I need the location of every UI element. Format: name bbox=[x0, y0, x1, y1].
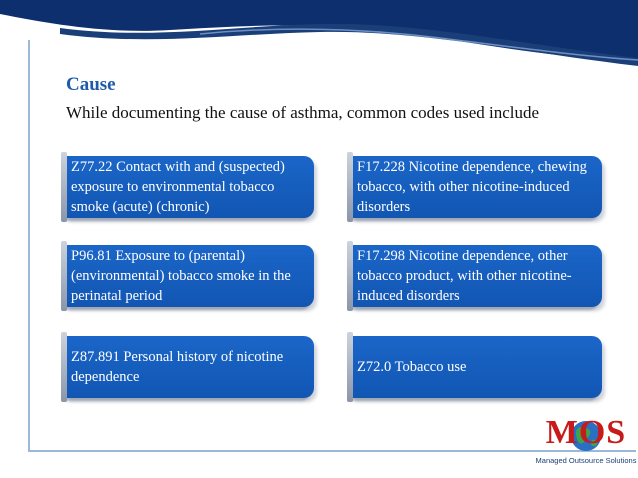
code-card-text: Z87.891 Personal history of nicotine dependence bbox=[71, 349, 284, 385]
slide-subtitle: While documenting the cause of asthma, common codes used include bbox=[66, 103, 540, 122]
company-logo bbox=[534, 414, 638, 478]
code-card-text: Z72.0 Tobacco use bbox=[357, 359, 467, 375]
code-card-text: Z77.22 Contact with and (suspected) exposure to environmental tobacco smoke (acute) (chronic) bbox=[71, 159, 285, 215]
code-card-z72-0 bbox=[352, 336, 602, 398]
code-card-text: F17.228 Nicotine dependence, chewing tobacco, with other nicotine-induced disorders bbox=[357, 159, 587, 215]
logo-letters: MOS bbox=[545, 414, 627, 451]
code-card-text: P96.81 Exposure to (parental) (environmental) tobacco smoke in the perinatal period bbox=[71, 248, 291, 304]
code-card-f17-298 bbox=[352, 245, 602, 307]
slide-title: Cause bbox=[66, 74, 116, 95]
logo-tagline: Managed Outsource Solutions bbox=[535, 456, 637, 465]
code-card-text: F17.298 Nicotine dependence, other tobacco product, with other nicotine-induced disorders bbox=[357, 248, 572, 304]
code-card-z87-891 bbox=[66, 336, 314, 398]
code-card-f17-228 bbox=[352, 156, 602, 218]
code-card-p96-81 bbox=[66, 245, 314, 307]
code-card-z77-22 bbox=[66, 156, 314, 218]
